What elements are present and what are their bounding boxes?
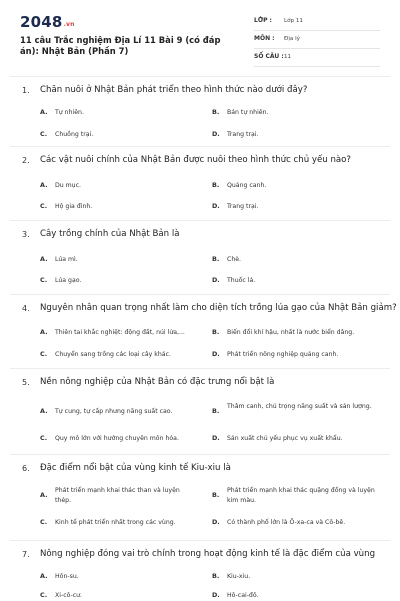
page-header bbox=[0, 0, 400, 84]
option-text: Biến đổi khí hậu, nhất là nước biển dâng. bbox=[227, 329, 355, 336]
question-text: Chăn nuôi ở Nhật Bản phát triển theo hình thức nào dưới đây? bbox=[40, 85, 308, 95]
option-letter: D. bbox=[212, 518, 220, 526]
option-text: Kinh tế phát triển nhất trong các vùng. bbox=[55, 519, 176, 526]
option-text: Chuồng trại. bbox=[55, 131, 94, 138]
question-5 bbox=[10, 368, 390, 455]
option-letter: B. bbox=[212, 407, 220, 415]
question-4 bbox=[10, 294, 397, 369]
option-letter: A. bbox=[40, 108, 48, 116]
option-text: Hộ gia đình. bbox=[55, 203, 93, 210]
meta-count-label: SỐ CÂU : bbox=[254, 53, 284, 60]
option-text: Thâm canh, chú trọng năng suất và sản lượng. bbox=[227, 403, 372, 410]
option-letter: C. bbox=[40, 130, 48, 138]
question-number: 4. bbox=[22, 304, 30, 313]
option-text: Du mục. bbox=[55, 182, 81, 189]
option-text: Quảng canh. bbox=[227, 182, 267, 189]
question-text: Các vật nuôi chính của Nhật Bản được nuôi theo hình thức chủ yếu nào? bbox=[40, 155, 351, 165]
option-letter: D. bbox=[212, 130, 220, 138]
option-letter: A. bbox=[40, 407, 48, 415]
meta-grade-label: LỚP : bbox=[254, 17, 272, 24]
option-text: Phát triển nông nghiệp quảng canh. bbox=[227, 351, 339, 358]
option-text: Phát triển mạnh khai thác quặng đồng và luyện kim màu. bbox=[227, 487, 375, 504]
question-number: 7. bbox=[22, 550, 30, 559]
option-text: Thiên tai khắc nghiệt: động đất, núi lửa,... bbox=[55, 329, 185, 336]
option-text: Bán tự nhiên. bbox=[227, 109, 269, 116]
logo-text: 2048 bbox=[20, 13, 63, 31]
option-letter: B. bbox=[212, 328, 220, 336]
option-letter: D. bbox=[212, 350, 220, 358]
question-text: Nông nghiệp đóng vai trò chính trong hoạt động kinh tế là đặc điểm của vùng bbox=[40, 549, 376, 559]
meta-grade bbox=[254, 15, 380, 31]
option-text: Sản xuất chủ yếu phục vụ xuất khẩu. bbox=[227, 435, 343, 442]
meta-subject-label: MÔN : bbox=[254, 35, 275, 42]
option-text: Thuốc lá. bbox=[227, 277, 256, 284]
option-text: Quy mô lớn với hướng chuyên môn hóa. bbox=[55, 435, 179, 442]
question-header bbox=[10, 295, 397, 323]
page-title: 11 câu Trắc nghiệm Địa Lí 11 Bài 9 (có đáp án): Nhật Bản (Phần 7) bbox=[20, 35, 221, 56]
option-letter: C. bbox=[40, 276, 48, 284]
option-letter: B. bbox=[212, 108, 220, 116]
option-letter: A. bbox=[40, 491, 48, 499]
option-letter: C. bbox=[40, 591, 48, 599]
option-text: Hô-cai-đô. bbox=[227, 592, 259, 599]
question-7 bbox=[10, 540, 390, 601]
option-letter: A. bbox=[40, 181, 48, 189]
meta-grade-value: Lớp 11 bbox=[284, 18, 303, 24]
quiz-meta bbox=[254, 15, 380, 69]
option-text: Tự cung, tự cấp nhưng năng suất cao. bbox=[55, 408, 173, 415]
option-text: Lúa mì. bbox=[55, 256, 78, 263]
option-letter: B. bbox=[212, 491, 220, 499]
option-letter: D. bbox=[212, 434, 220, 442]
option-letter: D. bbox=[212, 276, 220, 284]
question-text: Cây trồng chính của Nhật Bản là bbox=[40, 229, 180, 239]
option-letter: C. bbox=[40, 202, 48, 210]
option-letter: B. bbox=[212, 572, 220, 580]
question-header bbox=[10, 541, 390, 569]
option-letter: B. bbox=[212, 255, 220, 263]
option-text: Lúa gạo. bbox=[55, 277, 82, 284]
option-letter: C. bbox=[40, 350, 48, 358]
question-6 bbox=[10, 454, 390, 541]
question-header bbox=[10, 77, 390, 105]
option-text: Chuyển sang trồng các loại cây khác. bbox=[55, 351, 171, 358]
meta-subject-value: Địa lý bbox=[284, 36, 300, 42]
meta-count bbox=[254, 51, 380, 67]
option-text: Kiu-xiu. bbox=[227, 573, 251, 580]
question-header bbox=[10, 221, 390, 249]
option-text: Xi-cô-cư. bbox=[55, 592, 83, 599]
logo-suffix: .vn bbox=[63, 21, 75, 28]
question-text: Nền nông nghiệp của Nhật Bản có đặc trưng nổi bật là bbox=[40, 377, 275, 387]
question-text: Nguyên nhân quan trọng nhất làm cho diện tích trồng lúa gạo của Nhật Bản giảm? bbox=[40, 303, 397, 313]
option-letter: A. bbox=[40, 572, 48, 580]
option-text: Chè. bbox=[227, 256, 242, 263]
question-header bbox=[10, 455, 390, 483]
meta-count-value: 11 bbox=[284, 54, 292, 60]
question-number: 1. bbox=[22, 86, 30, 95]
option-text: Tự nhiên. bbox=[55, 109, 84, 116]
option-letter: D. bbox=[212, 591, 220, 599]
question-number: 3. bbox=[22, 230, 30, 239]
option-letter: A. bbox=[40, 255, 48, 263]
option-text: Có thành phố lớn là Ô-xa-ca và Cô-bê. bbox=[227, 519, 346, 526]
option-text: Hôn-su. bbox=[55, 573, 79, 580]
question-header bbox=[10, 369, 390, 397]
question-3 bbox=[10, 220, 390, 295]
meta-subject bbox=[254, 33, 380, 49]
option-letter: D. bbox=[212, 202, 220, 210]
option-letter: B. bbox=[212, 181, 220, 189]
option-letter: C. bbox=[40, 434, 48, 442]
option-text: Trang trại. bbox=[227, 131, 259, 138]
question-header bbox=[10, 147, 390, 175]
question-1 bbox=[10, 76, 390, 147]
option-text: Trang trại. bbox=[227, 203, 259, 210]
site-logo[interactable] bbox=[20, 13, 75, 31]
question-2 bbox=[10, 146, 390, 221]
question-number: 5. bbox=[22, 378, 30, 387]
question-number: 2. bbox=[22, 156, 30, 165]
option-text: Phát triển mạnh khai thác than và luyện thép. bbox=[55, 487, 180, 504]
option-letter: A. bbox=[40, 328, 48, 336]
option-letter: C. bbox=[40, 518, 48, 526]
question-number: 6. bbox=[22, 464, 30, 473]
question-text: Đặc điểm nổi bật của vùng kinh tế Kiu-xiu là bbox=[40, 463, 231, 473]
